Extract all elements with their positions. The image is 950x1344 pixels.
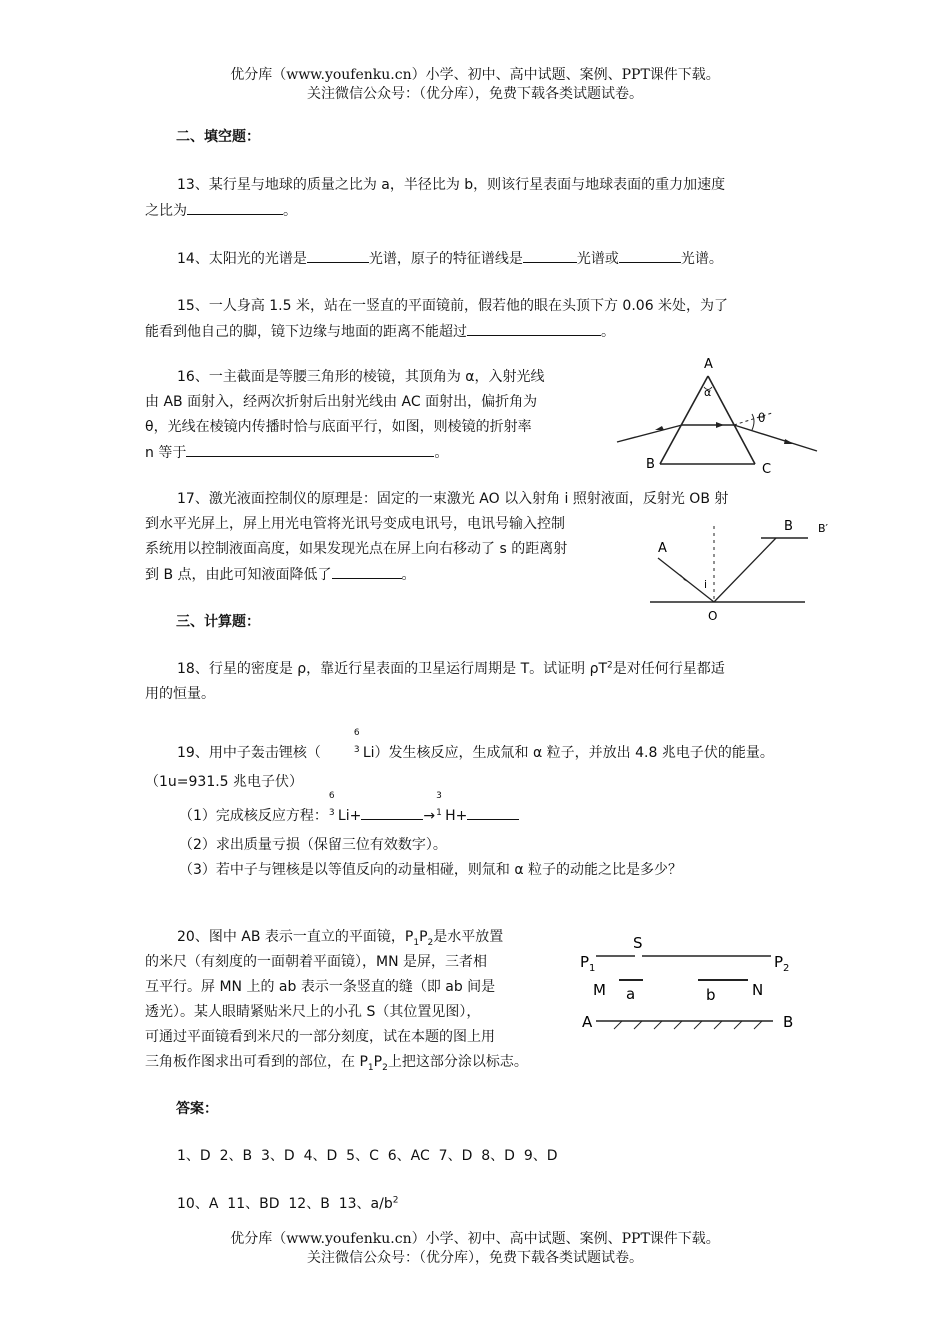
section-fill-in-title: 二、填空题： [176, 129, 260, 145]
q16-line-4: n 等于 。 [145, 440, 615, 466]
question-20 [145, 925, 585, 1075]
label-S: S [633, 934, 643, 952]
footer-line-2: 关注微信公众号：（优分库），免费下载各类试题试卷。 [307, 1250, 643, 1266]
reflected-ray-ob [714, 538, 776, 602]
label-i: i [704, 578, 708, 591]
label-B: B [646, 457, 655, 472]
incident-ray [617, 425, 682, 442]
q14-blank-3 [619, 246, 681, 263]
label-B-prime: B′ [818, 522, 829, 535]
q15-line-1: 15、一人身高 1.5 米，站在一竖直的平面镜前，假若他的眼在头顶下方 0.06 米处，为了 [177, 298, 729, 314]
q19-subquestion-3: （3）若中子与锂核是以等值反向的动量相碰，则氚和 α 粒子的动能之比是多少？ [179, 862, 683, 878]
q14-blank-1 [307, 246, 369, 263]
emergent-arrowhead [784, 439, 794, 444]
q16-line-1: 16、一主截面是等腰三角形的棱镜，其顶角为 α，入射光线 [177, 369, 545, 385]
q16-answer-blank [186, 440, 434, 457]
mirror-ruler-figure [578, 930, 818, 1040]
q19-subquestion-1: （1）完成核反应方程： 6 3 Li+ → 3 1 H+ [145, 803, 835, 829]
q13-answer-blank [187, 198, 283, 215]
q20-line-1: 20、图中 AB 表示一直立的平面镜，$P_1P_2$是水平放置 [177, 929, 504, 948]
label-P1: $P_1$ [580, 953, 596, 974]
mirror-hatching [614, 1021, 762, 1029]
label-A: A [704, 357, 713, 372]
q17-answer-blank [332, 562, 402, 579]
q17-line-4: 到 B 点，由此可知液面降低了 。 [145, 562, 810, 588]
label-b: b [706, 986, 716, 1004]
label-theta: θ [758, 411, 766, 425]
ao-arrowhead [680, 574, 688, 582]
extension-dashed [734, 413, 772, 425]
header-line-2: 关注微信公众号：（优分库），免费下载各类试题试卷。 [307, 86, 643, 102]
lithium-nuclide: 6 3 Li [353, 728, 375, 761]
header-line-1: 优分库（www.youfenku.cn）小学、初中、高中试题、案例、PPT课件下载。 [230, 67, 720, 83]
page-footer [0, 1230, 950, 1268]
page-header [0, 66, 950, 104]
q20-line-5: 可通过平面镜看到米尺的一部分刻度，试在本题的图上用 [145, 1029, 495, 1045]
q15-line-2: 能看到他自己的脚，镜下边缘与地面的距离不能超过 。 [145, 319, 825, 345]
prism-figure [612, 354, 822, 479]
q19-line-2: （1u=931.5 兆电子伏） [145, 774, 304, 790]
q16-line-3: θ，光线在棱镜内传播时恰与底面平行，如图，则棱镜的折射率 [145, 419, 532, 435]
q15-answer-blank [467, 319, 601, 336]
q20-line-6: 三角板作图求出可看到的部位，在 $P_1P_2$上把这部分涂以标志。 [145, 1054, 528, 1073]
q18-line-2: 用的恒量。 [145, 686, 215, 702]
answers-row-1: 1、D 2、B 3、D 4、D 5、C 6、AC 7、D 8、D 9、D [177, 1148, 558, 1164]
label-alpha: α [704, 386, 712, 399]
q14-blank-2 [523, 246, 577, 263]
answers-title: 答案： [176, 1101, 218, 1117]
label-O: O [708, 609, 718, 623]
q17-line-3: 系统用以控制液面高度，如果发现光点在屏上向右移动了 s 的距离射 [145, 541, 568, 557]
deviation-angle-arc [752, 414, 754, 430]
label-P2: $P_2$ [774, 953, 790, 974]
question-15 [145, 294, 825, 345]
question-19 [145, 728, 835, 883]
question-18 [145, 657, 825, 707]
q17-line-2: 到水平光屏上，屏上用光电管将光讯号变成电讯号，电讯号输入控制 [145, 516, 565, 532]
label-B: B [783, 1013, 794, 1031]
q17-line-1: 17、激光液面控制仪的原理是：固定的一束激光 AO 以入射角 i 照射液面，反射光 OB 射 [177, 491, 729, 507]
q16-line-2: 由 AB 面射入，经两次折射后出射光线由 AC 面射出，偏折角为 [145, 394, 538, 410]
q19-subquestion-2: （2）求出质量亏损（保留三位有效数字）。 [179, 837, 447, 853]
label-a: a [626, 985, 636, 1003]
q20-line-2: 的米尺（有刻度的一面朝着平面镜），MN 是屏，三者相 [145, 954, 488, 970]
question-16 [145, 365, 615, 466]
label-M: M [593, 981, 606, 999]
question-14: 14、太阳光的光谱是 光谱，原子的特征谱线是 光谱或 光谱。 [177, 246, 723, 272]
answers-row-2: 10、A 11、BD 12、B 13、$a/b^2$ [177, 1195, 399, 1212]
internal-arrowhead [716, 422, 724, 428]
q13-line-1: 13、某行星与地球的质量之比为 a，半径比为 b，则该行星表面与地球表面的重力加速度 [177, 177, 726, 193]
q19-line-1: 19、用中子轰击锂核（ 6 3 Li）发生核反应，生成氚和 α 粒子，并放出 4.8 兆电子伏的能量。 [145, 741, 835, 766]
label-C: C [762, 462, 772, 477]
q19-blank-2 [467, 803, 519, 820]
label-N: N [752, 981, 764, 999]
label-A: A [658, 541, 667, 556]
question-13 [145, 173, 825, 224]
q20-line-4: 透光）。某人眼睛紧贴米尺上的小孔 S（其位置见图）， [145, 1004, 481, 1020]
section-calculation-title: 三、计算题： [176, 614, 260, 630]
label-B: B [784, 519, 793, 534]
footer-line-1: 优分库（www.youfenku.cn）小学、初中、高中试题、案例、PPT课件下载。 [230, 1231, 720, 1247]
prism-side-ac [708, 376, 755, 464]
label-A: A [582, 1013, 593, 1031]
prism-side-ab [660, 376, 708, 464]
incident-arrowhead [655, 426, 664, 430]
q19-blank-1 [361, 803, 423, 820]
q20-line-3: 互平行。屏 MN 上的 ab 表示一条竖直的缝（即 ab 间是 [145, 979, 496, 995]
q18-line-1: 18、行星的密度是 ρ，靠近行星表面的卫星运行周期是 T。试证明 $\rho T^2$是对任何行星都适 [177, 660, 725, 677]
q13-line-2: 之比为 。 [145, 198, 825, 224]
laser-level-figure [648, 516, 828, 626]
